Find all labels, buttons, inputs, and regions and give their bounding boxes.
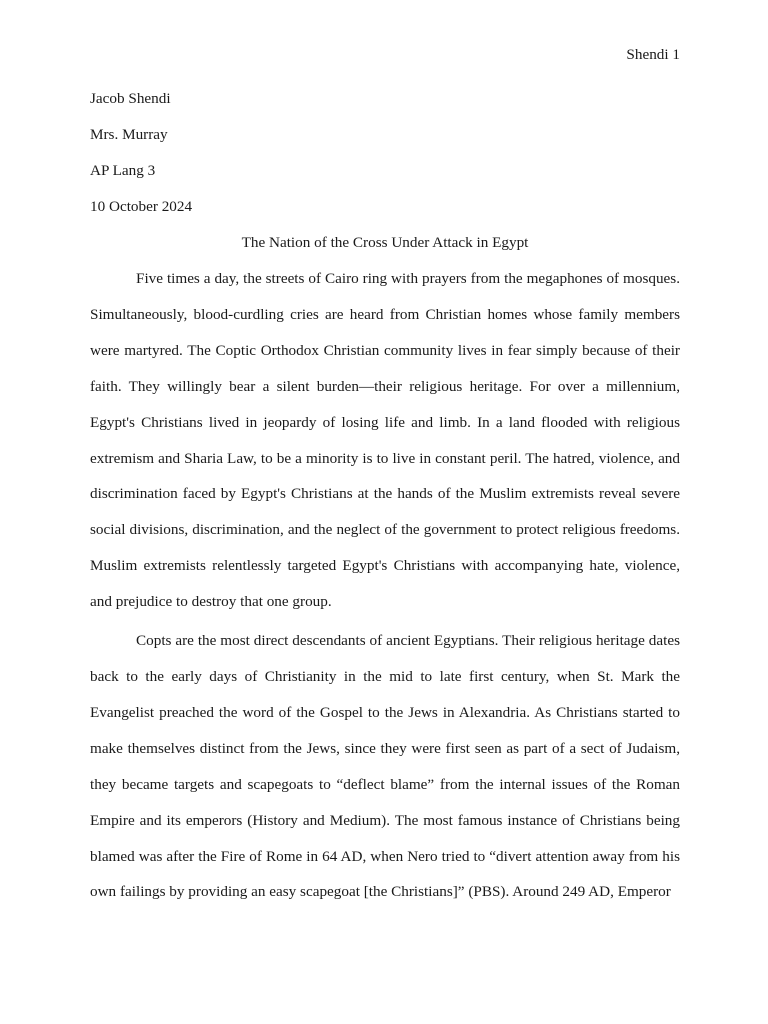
mla-heading bbox=[90, 81, 680, 913]
essay-date: 10 October 2024 bbox=[90, 198, 193, 215]
running-head: Shendi 1 bbox=[626, 46, 680, 63]
body-paragraph-2: Copts are the most direct descendants of ancient Egyptians. Their religious heritage dates back to the early days of Christianity in the mid to late first century, when St. Mark the Evangelist preached the word of the Gospel to the Jews in Alexandria. As Christians started to make themselves distinct from the Jews, since they were first seen as part of a sect of Judaism, they became targets and scapegoats to “deflect blame” from the internal issues of the Roman Empire and its emperors (History and Medium). The most famous instance of Christians being blamed was after the Fire of Rome in 64 AD, when Nero tried to “divert attention away from his own failings by providing an easy scapegoat [the Christians]” (PBS). Around 249 AD, Emperor bbox=[90, 632, 680, 901]
course-name: AP Lang 3 bbox=[90, 162, 156, 179]
body-paragraph-1: Five times a day, the streets of Cairo ring with prayers from the megaphones of mosques. Simultaneously, blood-curdling cries are heard from Christian homes whose family members were martyred. The Coptic Orthodox Christian community lives in fear simply because of their faith. They willingly bear a silent burden—their religious heritage. For over a millennium, Egypt's Christians lived in jeopardy of losing life and limb. In a land flooded with religious extremism and Sharia Law, to be a minority is to live in constant peril. The hatred, violence, and discrimination faced by Egypt's Christians at the hands of the Muslim extremists reveal severe social divisions, discrimination, and the neglect of the government to protect religious freedoms. Muslim extremists relentlessly targeted Egypt's Christians with accompanying hate, violence, and prejudice to destroy that one group. bbox=[90, 270, 680, 611]
teacher-name: Mrs. Murray bbox=[90, 126, 168, 143]
student-name: Jacob Shendi bbox=[90, 90, 171, 107]
essay-title: The Nation of the Cross Under Attack in Egypt bbox=[241, 234, 529, 251]
